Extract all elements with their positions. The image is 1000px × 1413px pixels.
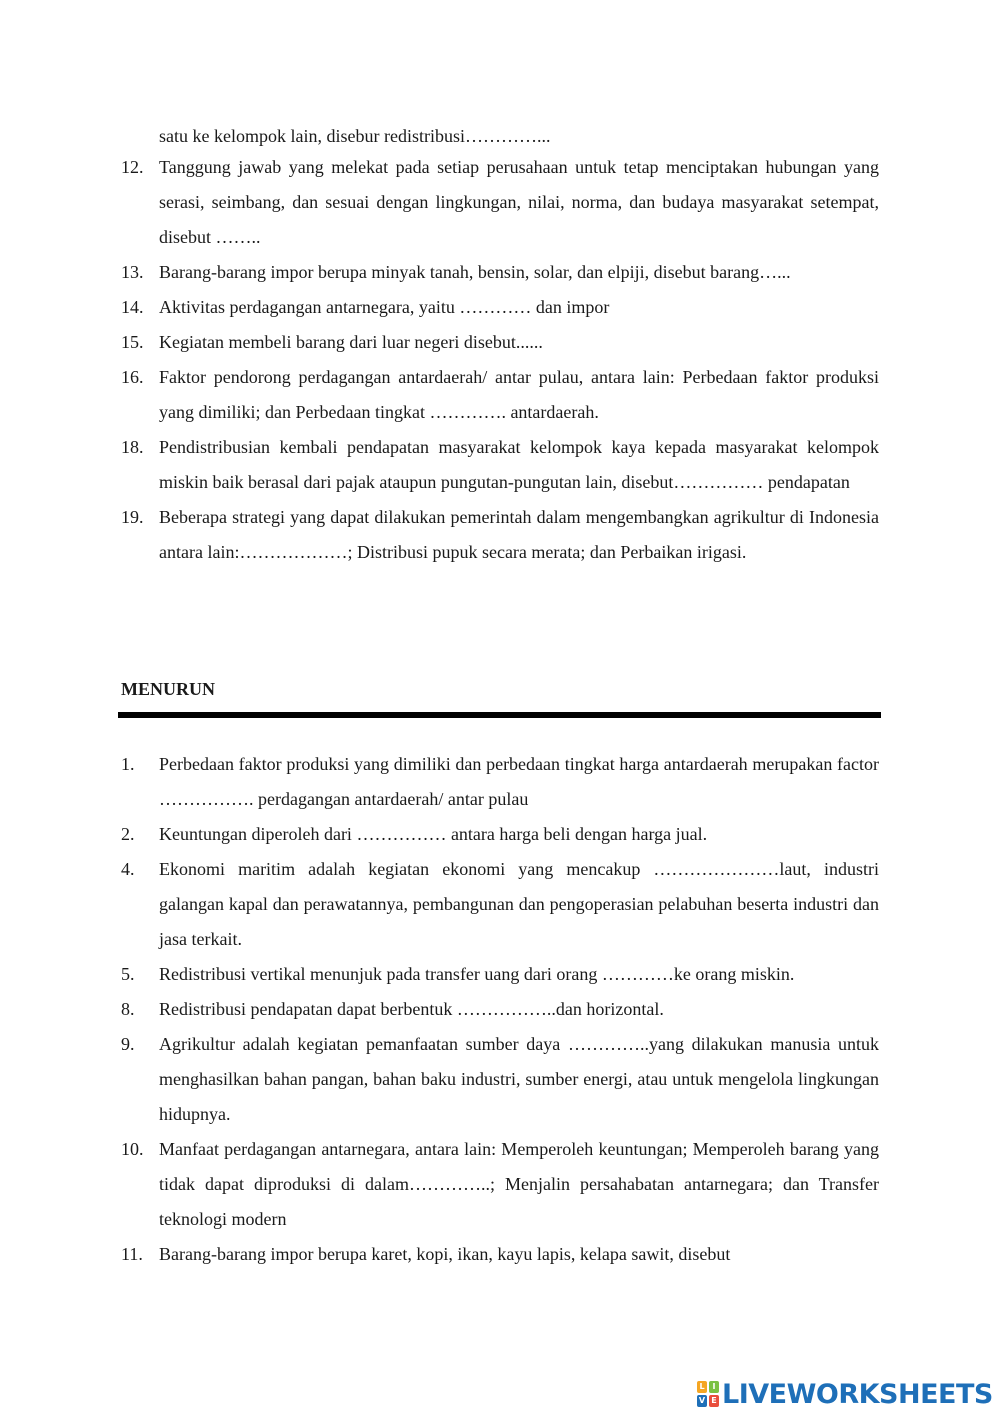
question-number: 12. xyxy=(121,157,144,177)
continuation-text: satu ke kelompok lain, disebur redistribusi…………... xyxy=(159,126,551,146)
question-number: 1. xyxy=(121,754,135,774)
question-number: 5. xyxy=(121,964,135,984)
logo-tile: E xyxy=(709,1395,719,1407)
question-text: Ekonomi maritim adalah kegiatan ekonomi yang mencakup …………………laut, industri galangan kapal dan perawatannya, pembangunan dan pengoperasian pelabuhan beserta industri dan jasa terkait. xyxy=(159,859,879,949)
question-number: 19. xyxy=(121,507,144,527)
question-item xyxy=(121,150,879,255)
logo-tile: I xyxy=(709,1381,719,1393)
question-text: Kegiatan membeli barang dari luar negeri disebut...... xyxy=(159,332,543,352)
liveworksheets-icon xyxy=(697,1381,719,1407)
liveworksheets-wordmark: LIVEWORKSHEETS xyxy=(722,1378,993,1410)
question-item xyxy=(121,500,879,570)
question-item xyxy=(121,1027,879,1132)
question-text: Barang-barang impor berupa minyak tanah, bensin, solar, dan elpiji, disebut barang…... xyxy=(159,262,791,282)
section-divider xyxy=(118,712,881,718)
question-item xyxy=(121,255,879,290)
liveworksheets-logo[interactable] xyxy=(697,1376,993,1412)
question-number: 8. xyxy=(121,999,135,1019)
question-number: 16. xyxy=(121,367,144,387)
question-text: Aktivitas perdagangan antarnegara, yaitu ………… dan impor xyxy=(159,297,610,317)
question-text: Redistribusi pendapatan dapat berbentuk ……………..dan horizontal. xyxy=(159,999,664,1019)
across-question-list xyxy=(121,150,879,570)
question-item xyxy=(121,360,879,430)
logo-tile: L xyxy=(697,1381,707,1393)
logo-tile: V xyxy=(698,1396,706,1405)
question-number: 14. xyxy=(121,297,144,317)
question-text: Faktor pendorong perdagangan antardaerah/ antar pulau, antara lain: Perbedaan faktor produksi yang dimiliki; dan Perbedaan tingkat …………. antardaerah. xyxy=(159,367,879,422)
question-item xyxy=(121,992,879,1027)
question-text: Perbedaan faktor produksi yang dimiliki dan perbedaan tingkat harga antardaerah merupakan factor ……………. perdagangan antardaerah/ antar pulau xyxy=(159,754,879,809)
question-item xyxy=(121,817,879,852)
question-text: Redistribusi vertikal menunjuk pada transfer uang dari orang …………ke orang miskin. xyxy=(159,964,795,984)
question-item xyxy=(121,852,879,957)
question-item xyxy=(121,1132,879,1237)
question-text: Pendistribusian kembali pendapatan masyarakat kelompok kaya kepada masyarakat kelompok miskin baik berasal dari pajak ataupun pungutan-pungutan lain, disebut…………… pendapatan xyxy=(159,437,879,492)
section-heading-menurun: MENURUN xyxy=(121,679,215,699)
question-number: 18. xyxy=(121,437,144,457)
question-item xyxy=(121,430,879,500)
question-number: 2. xyxy=(121,824,135,844)
question-item xyxy=(121,957,879,992)
question-item xyxy=(121,747,879,817)
question-number: 13. xyxy=(121,262,144,282)
question-text: Agrikultur adalah kegiatan pemanfaatan sumber daya …………..yang dilakukan manusia untuk menghasilkan bahan pangan, bahan baku industri, sumber energi, atau untuk mengelola lingkungan hidupnya. xyxy=(159,1034,879,1124)
question-number: 4. xyxy=(121,859,135,879)
question-text: Manfaat perdagangan antarnegara, antara lain: Memperoleh keuntungan; Memperoleh barang yang tidak dapat diproduksi di dalam…………..; Menjalin persahabatan antarnegara; dan Transfer teknologi modern xyxy=(159,1139,879,1229)
question-number: 11. xyxy=(121,1244,143,1264)
question-number: 10. xyxy=(121,1139,144,1159)
question-text: Barang-barang impor berupa karet, kopi, ikan, kayu lapis, kelapa sawit, disebut xyxy=(159,1244,731,1264)
question-number: 15. xyxy=(121,332,144,352)
down-question-list xyxy=(121,747,879,1272)
question-item xyxy=(121,290,879,325)
question-item xyxy=(121,1237,879,1272)
question-item xyxy=(121,325,879,360)
question-text: Tanggung jawab yang melekat pada setiap perusahaan untuk tetap menciptakan hubungan yang serasi, seimbang, dan sesuai dengan lingkungan, nilai, norma, dan budaya masyarakat setempat, disebut …….. xyxy=(159,157,879,247)
question-text: Keuntungan diperoleh dari …………… antara harga beli dengan harga jual. xyxy=(159,824,708,844)
question-number: 9. xyxy=(121,1034,135,1054)
question-text: Beberapa strategi yang dapat dilakukan pemerintah dalam mengembangkan agrikultur di Indonesia antara lain:………………; Distribusi pupuk secara merata; dan Perbaikan irigasi. xyxy=(159,507,879,562)
